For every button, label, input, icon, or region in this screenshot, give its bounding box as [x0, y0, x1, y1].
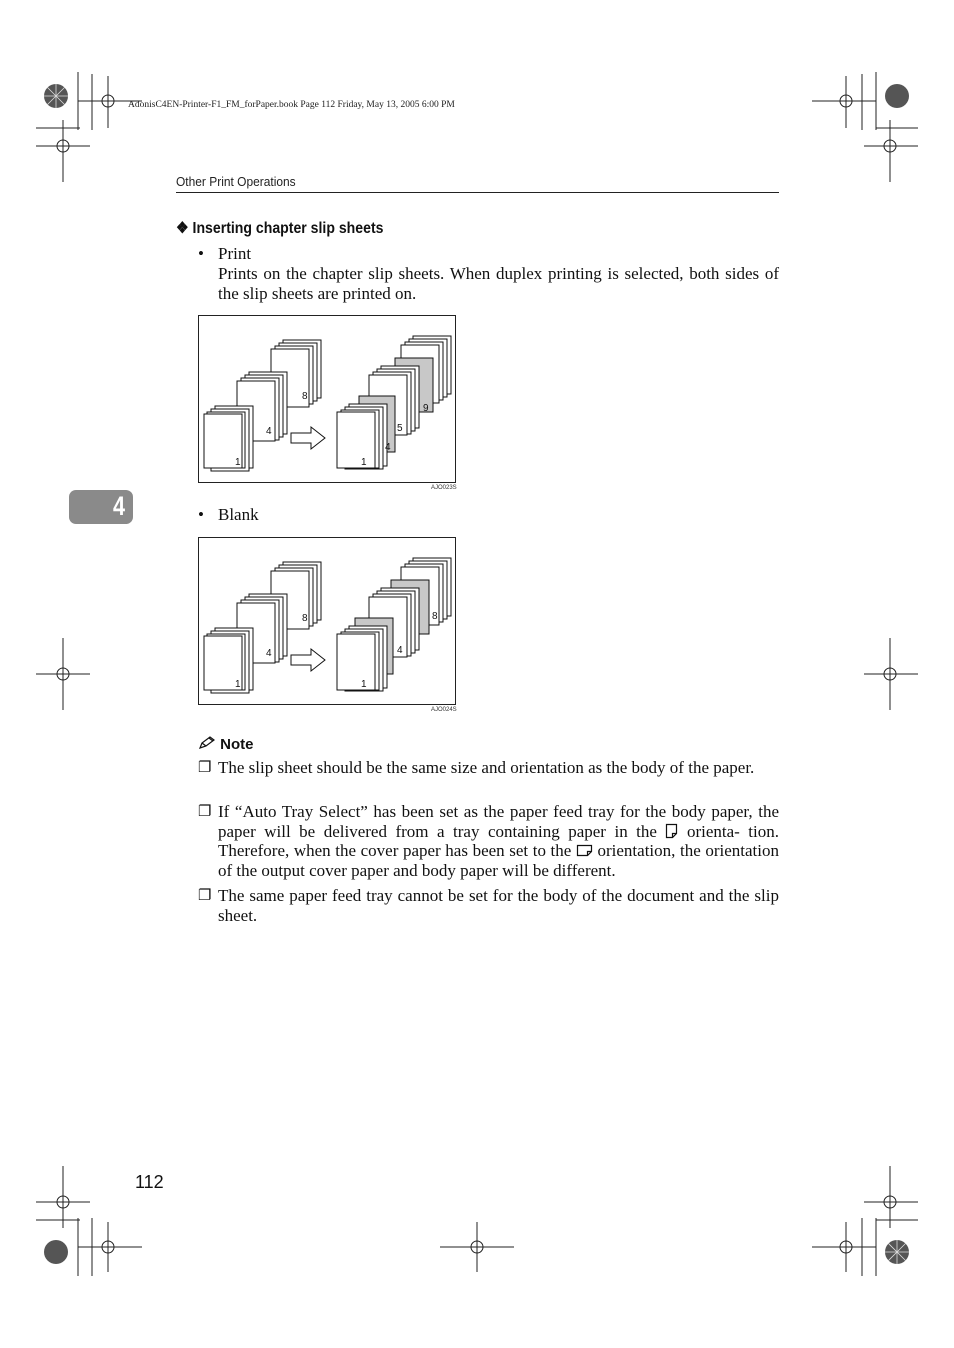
checkbox-icon: ❐ [198, 804, 212, 820]
figure-code: AJO024S [431, 707, 457, 713]
page-label: 8 [302, 613, 308, 624]
note-text-compound [218, 802, 779, 880]
page-label: 4 [385, 442, 391, 453]
note-text: orienta- tion. Therefore, when the cover paper has been set to the [218, 821, 780, 860]
page-label: 8 [432, 611, 438, 622]
bullet-icon: • [198, 244, 204, 263]
slip-sheet-diagram-blank [199, 538, 455, 704]
bullet-icon: • [198, 505, 204, 524]
chapter-tab [69, 490, 133, 524]
book-metadata-line: AdonisC4EN-Printer-F1_FM_forPaper.book Page 112 Friday, May 13, 2005 6:00 PM [128, 100, 455, 110]
checkbox-icon: ❐ [198, 888, 212, 904]
figure-print-slip [198, 315, 456, 483]
chapter-number: 4 [113, 491, 126, 521]
note-text: The slip sheet should be the same size and orientation as the body of the paper. [218, 758, 755, 777]
pencil-icon [198, 736, 216, 750]
diamond-marker-icon: ❖ [176, 220, 189, 237]
page-label: 9 [423, 403, 429, 414]
page-label: 4 [397, 645, 403, 656]
header-rule [176, 192, 779, 193]
running-header: Other Print Operations [176, 174, 296, 189]
page-label: 1 [361, 457, 367, 468]
page-label: 5 [397, 423, 403, 434]
note-item [198, 758, 779, 798]
item-description: Prints on the chapter slip sheets. When duplex printing is selected, both sides of the slip sheets are printed on. [218, 264, 779, 303]
item-label: Print [218, 244, 252, 263]
section-heading [176, 218, 383, 238]
section-title: Inserting chapter slip sheets [192, 220, 384, 237]
page-label: 1 [235, 679, 241, 690]
note-text: If “Auto Tray Select” has been set as the paper feed tray for the body paper, the paper will be delivered from a tray containing paper in the [218, 802, 779, 841]
page-label: 8 [302, 391, 308, 402]
note-item [198, 886, 779, 926]
page-label: 4 [266, 426, 272, 437]
portrait-paper-icon [665, 823, 678, 839]
checkbox-icon: ❐ [198, 760, 212, 776]
slip-sheet-diagram-print [199, 316, 455, 482]
page-number: 112 [135, 1172, 164, 1192]
figure-blank-slip [198, 537, 456, 705]
page-label: 1 [235, 457, 241, 468]
note-title: Note [220, 736, 254, 753]
note-heading [198, 736, 254, 753]
page-label: 4 [266, 648, 272, 659]
page-label: 1 [361, 679, 367, 690]
note-text: orientation, the orientation of the output cover paper and body paper will be different. [218, 841, 779, 880]
note-text: The same paper feed tray cannot be set for the body of the document and the slip sheet. [218, 886, 779, 925]
figure-code: AJO023S [431, 485, 457, 491]
landscape-paper-icon [576, 844, 593, 857]
note-item [198, 802, 779, 882]
item-label: Blank [218, 505, 259, 524]
